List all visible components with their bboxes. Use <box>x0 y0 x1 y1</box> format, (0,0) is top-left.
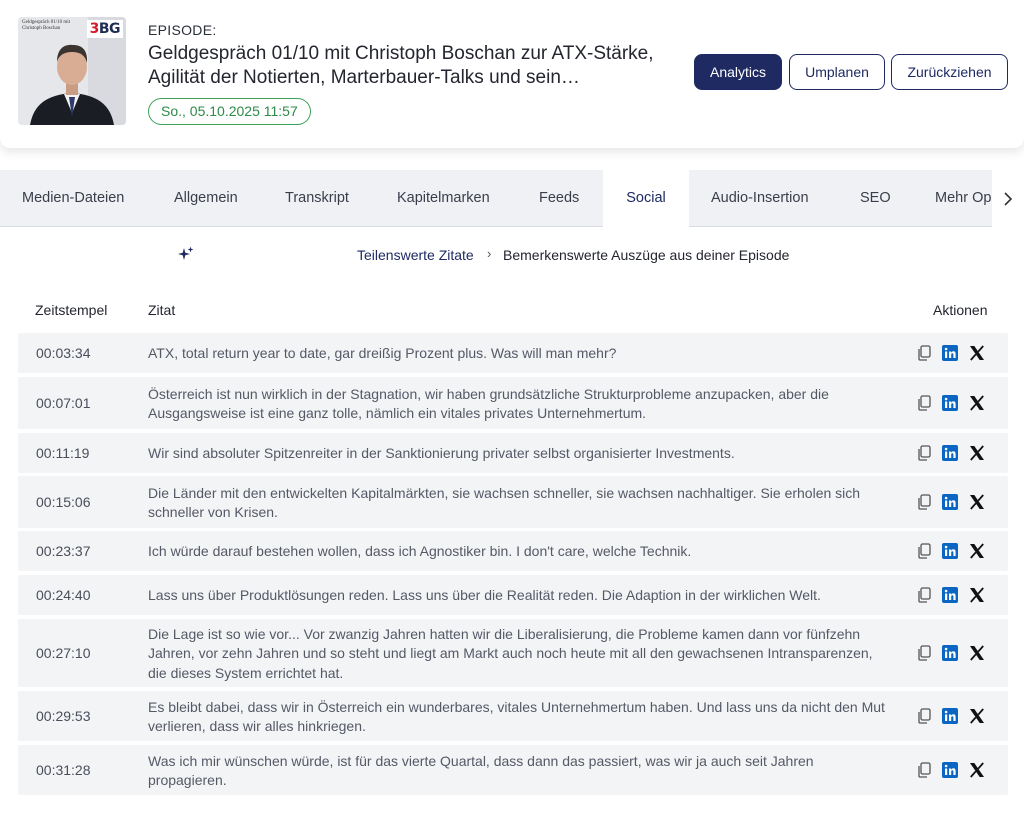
quote-timestamp: 00:27:10 <box>36 645 91 661</box>
x-icon[interactable] <box>968 344 986 362</box>
x-icon <box>968 586 986 604</box>
quote-timestamp: 00:31:28 <box>36 762 91 778</box>
linkedin-icon[interactable] <box>941 542 959 560</box>
copy-icon[interactable] <box>915 707 933 725</box>
copy-icon[interactable] <box>915 344 933 362</box>
cover-caption: Geldgespräch 01/10 mit Christoph Boschan <box>22 20 71 31</box>
x-icon[interactable] <box>968 644 986 662</box>
breadcrumb-quotes-link[interactable]: Teilenswerte Zitate <box>357 247 474 263</box>
copy-icon[interactable] <box>915 394 933 412</box>
x-icon <box>968 707 986 725</box>
linkedin-icon[interactable] <box>941 444 959 462</box>
analytics-button[interactable]: Analytics <box>694 54 782 90</box>
linkedin-icon[interactable] <box>941 707 959 725</box>
table-row <box>18 377 1008 429</box>
quote-text: Ich würde darauf bestehen wollen, dass ich Agnostiker bin. I don't care, welche Technik. <box>148 543 692 560</box>
linkedin-icon[interactable] <box>941 394 959 412</box>
quote-text: Es bleibt dabei, dass wir in Österreich ein wunderbares, vitales Unternehmertum haben. Und lass uns da nicht den Mut verlieren, dass wir alles hinkriegen. <box>148 698 885 734</box>
table-row <box>18 691 1008 741</box>
linkedin-icon <box>941 644 959 662</box>
table-row <box>18 333 1008 373</box>
table-row <box>18 575 1008 615</box>
copy-icon[interactable] <box>915 444 933 462</box>
sparkle-icon <box>178 246 194 262</box>
quote-text: Wir sind absoluter Spitzenreiter in der Sanktionierung privater selbst organisierter Investments. <box>148 445 735 462</box>
linkedin-icon[interactable] <box>941 586 959 604</box>
linkedin-icon <box>941 493 959 511</box>
quote-actions <box>915 586 990 606</box>
x-icon <box>968 444 986 462</box>
x-icon <box>968 493 986 511</box>
linkedin-icon[interactable] <box>941 644 959 662</box>
quote-text: Was ich mir wünschen würde, ist für das vierte Quartal, dass dann das passiert, was wir ja auch seit Jahren propagieren. <box>148 752 814 788</box>
linkedin-icon[interactable] <box>941 761 959 779</box>
quote-actions <box>915 542 990 562</box>
cover-logo-letters: BG <box>98 21 120 37</box>
copy-icon <box>915 444 933 462</box>
chevron-right-icon <box>1003 192 1013 206</box>
column-header-timestamp: Zeitstempel <box>35 302 108 318</box>
x-icon <box>968 761 986 779</box>
breadcrumb-description: Bemerkenswerte Auszüge aus deiner Episode <box>503 247 790 263</box>
tab-seo[interactable]: SEO <box>860 190 891 206</box>
copy-icon[interactable] <box>915 586 933 604</box>
quote-text: Die Länder mit den entwickelten Kapitalmärkten, sie wachsen schneller, sie wachsen nachhaltiger. Sie erholen sich schneller von Krisen. <box>148 484 861 520</box>
tab-more-options[interactable]: Mehr Op <box>935 190 992 206</box>
table-row <box>18 619 1008 687</box>
quote-timestamp: 00:11:19 <box>36 445 90 461</box>
quote-text: Lass uns über Produktlösungen reden. Lass uns über die Realität reden. Die Adaption in der wirklichen Welt. <box>148 587 821 604</box>
linkedin-icon <box>941 542 959 560</box>
copy-icon <box>915 761 933 779</box>
column-header-actions: Aktionen <box>933 302 988 318</box>
table-row <box>18 531 1008 571</box>
breadcrumb-separator-icon: › <box>487 246 492 261</box>
copy-icon[interactable] <box>915 644 933 662</box>
linkedin-icon <box>941 394 959 412</box>
x-icon[interactable] <box>968 542 986 560</box>
linkedin-icon <box>941 586 959 604</box>
quote-timestamp: 00:29:53 <box>36 708 91 724</box>
cover-logo <box>87 20 123 38</box>
copy-icon[interactable] <box>915 493 933 511</box>
x-icon <box>968 542 986 560</box>
tab-feeds[interactable]: Feeds <box>539 190 580 206</box>
linkedin-icon <box>941 444 959 462</box>
tab-medien-dateien[interactable]: Medien-Dateien <box>22 190 125 206</box>
table-row <box>18 745 1008 795</box>
copy-icon <box>915 344 933 362</box>
tab-social[interactable]: Social <box>603 170 689 228</box>
copy-icon <box>915 394 933 412</box>
x-icon[interactable] <box>968 444 986 462</box>
tab-allgemein[interactable]: Allgemein <box>174 190 238 206</box>
tab-bar <box>0 170 1024 227</box>
quote-actions <box>915 394 990 414</box>
tabs-scroll-right-button[interactable] <box>992 170 1024 227</box>
quote-actions <box>915 644 990 664</box>
quote-timestamp: 00:07:01 <box>36 395 91 411</box>
x-icon <box>968 344 986 362</box>
copy-icon <box>915 542 933 560</box>
copy-icon[interactable] <box>915 761 933 779</box>
quote-timestamp: 00:15:06 <box>36 494 91 510</box>
copy-icon <box>915 586 933 604</box>
quote-timestamp: 00:03:34 <box>36 345 91 361</box>
linkedin-icon <box>941 344 959 362</box>
copy-icon <box>915 493 933 511</box>
x-icon[interactable] <box>968 493 986 511</box>
quote-actions <box>915 444 990 464</box>
linkedin-icon <box>941 707 959 725</box>
quote-actions <box>915 344 990 364</box>
x-icon <box>968 394 986 412</box>
episode-header <box>0 0 1024 148</box>
quote-text: Österreich ist nun wirklich in der Stagnation, wir haben grundsätzliche Strukturprobleme anzupacken, aber die Ausgangsweise ist eine ganz tolle, nämlich ein vitales privates Unternehmertum. <box>148 385 829 421</box>
tab-strip <box>0 170 992 228</box>
quote-text: Die Lage ist so wie vor... Vor zwanzig Jahren hatten wir die Liberalisierung, die Probleme kamen dann vor fünfzehn Jahren, vor zehn Jahren und so steht und liegt am Markt auch noch heute mit all den gewachsenen Intransparenzen, die dieses System errichtet hat. <box>148 625 873 681</box>
tab-transkript[interactable]: Transkript <box>285 190 349 206</box>
episode-cover-image <box>18 17 126 125</box>
column-header-quote: Zitat <box>148 302 176 318</box>
x-icon <box>968 644 986 662</box>
x-icon[interactable] <box>968 761 986 779</box>
episode-kicker: EPISODE: <box>148 22 217 38</box>
publish-date-badge[interactable]: So., 05.10.2025 11:57 <box>148 98 311 125</box>
copy-icon <box>915 644 933 662</box>
withdraw-button[interactable]: Zurückziehen <box>891 54 1008 90</box>
table-row <box>18 476 1008 528</box>
tab-kapitelmarken[interactable]: Kapitelmarken <box>397 190 490 206</box>
quote-actions <box>915 707 990 727</box>
cover-logo-number: 3 <box>89 21 99 37</box>
x-icon[interactable] <box>968 707 986 725</box>
copy-icon[interactable] <box>915 542 933 560</box>
linkedin-icon <box>941 761 959 779</box>
tab-audio-insertion[interactable]: Audio-Insertion <box>711 190 809 206</box>
x-icon[interactable] <box>968 586 986 604</box>
linkedin-icon[interactable] <box>941 344 959 362</box>
copy-icon <box>915 707 933 725</box>
linkedin-icon[interactable] <box>941 493 959 511</box>
episode-title: Geldgespräch 01/10 mit Christoph Boschan zur ATX-Stärke, Agilität der Notierten, Marterbauer-Talks und sein… <box>148 43 654 88</box>
reschedule-button[interactable]: Umplanen <box>789 54 885 90</box>
quote-timestamp: 00:23:37 <box>36 543 91 559</box>
quote-actions <box>915 761 990 781</box>
quote-text: ATX, total return year to date, gar dreißig Prozent plus. Was will man mehr? <box>148 345 617 362</box>
quote-actions <box>915 493 990 513</box>
quote-timestamp: 00:24:40 <box>36 587 91 603</box>
x-icon[interactable] <box>968 394 986 412</box>
table-row <box>18 433 1008 473</box>
